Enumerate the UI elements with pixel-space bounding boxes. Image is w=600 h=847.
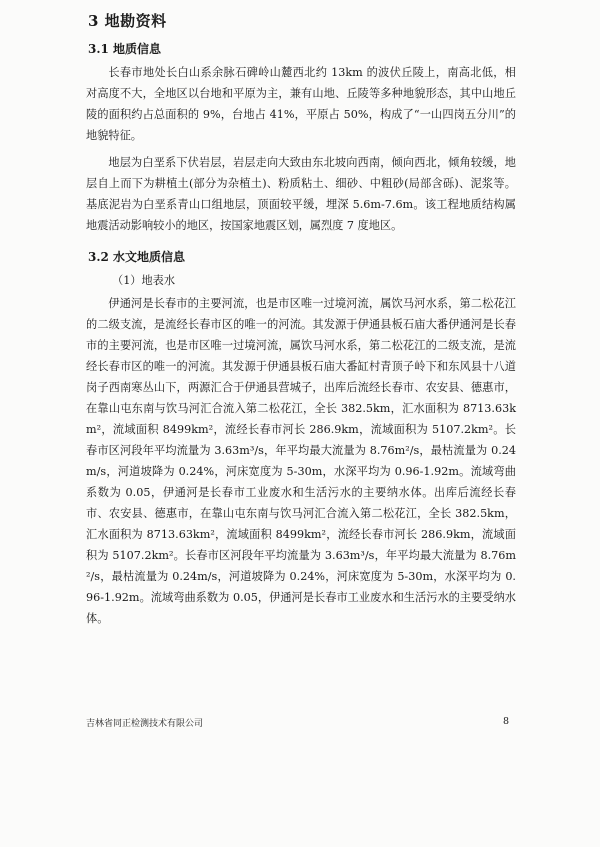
geology-paragraph-1: 长春市地处长白山系余脉石碑岭山麓西北约 13km 的波伏丘陵上，南高北低，相对高度不大，全地区以台地和平原为主，兼有山地、丘陵等多种地貌形态，其中山地丘陵的面积约占总面积的 9%，台地占 41%，平原占 50%，构成了“一山四岗五分川”的地貌特征。: [86, 66, 516, 142]
surface-water-label: （1）地表水: [112, 274, 176, 287]
page-number: 8: [503, 716, 510, 727]
geology-heading: 3.1 地质信息: [88, 42, 162, 56]
section-heading: 3 地勘资料: [88, 12, 167, 30]
hydrology-paragraph: 伊通河是长春市的主要河流，也是市区唯一过境河流，属饮马河水系，第二松花江的二级支流，是流经长春市区的唯一的河流。其发源于伊通县板石庙大番伊通河是长春市的主要河流，也是市区唯一过境河流，属饮马河水系，第二松花江的二级支流，是流经长春市区的唯一的河流。其发源于伊通县板石庙大番缸村青顶子岭下和东风县十八道岗子西南寒丛山下，两源汇合于伊通县营城子，出库后流经长春市、农安县、德惠市，在靠山屯东南与饮马河汇合流入第二松花江，全长 382.5km，汇水面积为 8713.63km²，流域面积 8499km²，流经长春市河长 286.9km，流域面积为 5107.2km²。长春市区河段年平均流量为 3.63m³/s，年平均最大流量为 8.76m²/s，最枯流量为 0.24m/s，河道坡降为 0.24%，河床宽度为 5-30m，水深平均为 0.96-1.92m。流域弯曲系数为 0.05，伊通河是长春市工业废水和生活污水的主要纳水体。出库后流经长春市、农安县、德惠市，在靠山屯东南与饮马河汇合流入第二松花江，全长 382.5km，汇水面积为 8713.63km²，流域面积 8499km²，流经长春市河长 286.9km，流域面积为 5107.2km²。长春市区河段年平均流量为 3.63m³/s，年平均最大流量为 8.76m²/s，最枯流量为 0.24m/s，河道坡降为 0.24%，河床宽度为 5-30m，水深平均为 0.96-1.92m。流域弯曲系数为 0.05，伊通河是长春市工业废水和生活污水的主要受纳水体。: [86, 297, 516, 625]
footer-company: 吉林省同正检测技术有限公司: [86, 719, 204, 729]
hydrology-heading: 3.2 水文地质信息: [88, 250, 186, 264]
geology-paragraph-2: 地层为白垩系下伏岩层，岩层走向大致由东北坡向西南，倾向西北，倾角较缓，地层自上而下为耕植土(部分为杂植土)、粉质粘土、细砂、中粗砂(局部含砾)、泥浆等。基底泥岩为白垩系青山口组地层，顶面较平缓，埋深 5.6m-7.6m。该工程地质结构属地震活动影响较小的地区，按国家地震区划，属烈度 7 度地区。: [86, 156, 516, 232]
